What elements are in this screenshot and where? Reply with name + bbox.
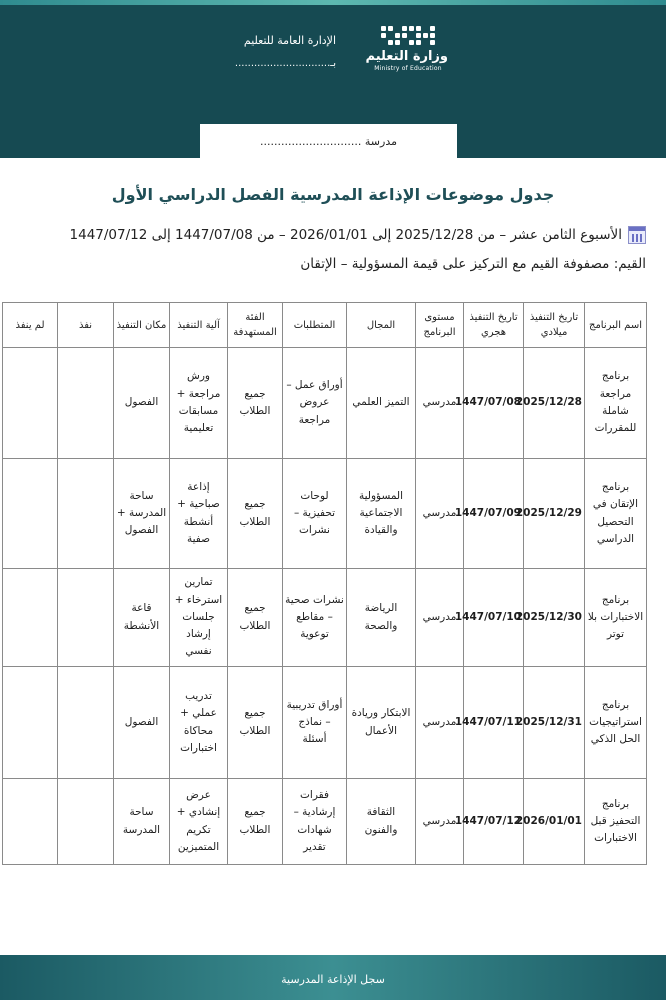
cell-location: قاعة الأنشطة bbox=[114, 569, 170, 667]
cell-done[interactable] bbox=[58, 459, 114, 569]
cell-not-done[interactable] bbox=[3, 348, 58, 459]
cell-program-name: برنامج التحفيز قبل الاختبارات bbox=[585, 779, 647, 865]
table-row bbox=[3, 667, 647, 779]
cell-program-name: برنامج الاختبارات بلا توتر bbox=[585, 569, 647, 667]
cell-date-gregorian: 2025/12/30 bbox=[524, 569, 585, 667]
cell-level: مدرسي bbox=[416, 667, 464, 779]
table-row bbox=[3, 348, 647, 459]
cell-done[interactable] bbox=[58, 569, 114, 667]
cell-target-group: جميع الطلاب bbox=[228, 348, 283, 459]
cell-mechanism: إذاعة صباحية + أنشطة صفية bbox=[170, 459, 228, 569]
cell-date-hijri: 1447/07/12 bbox=[464, 779, 524, 865]
cell-target-group: جميع الطلاب bbox=[228, 459, 283, 569]
table-row bbox=[3, 779, 647, 865]
cell-domain: الثقافة والفنون bbox=[347, 779, 416, 865]
header-not-done: لم ينفذ bbox=[3, 303, 58, 348]
admin-line: بـ.............................. bbox=[234, 58, 336, 69]
cell-mechanism: عرض إنشادي + تكريم المتميزين bbox=[170, 779, 228, 865]
cell-target-group: جميع الطلاب bbox=[228, 779, 283, 865]
header-requirements: المتطلبات bbox=[283, 303, 347, 348]
cell-done[interactable] bbox=[58, 667, 114, 779]
header-location: مكان التنفيذ bbox=[114, 303, 170, 348]
values-info: القيم: مصفوفة القيم مع التركيز على قيمة المسؤولية – الإتقان bbox=[300, 256, 646, 272]
cell-program-name: برنامج استراتيجيات الحل الذكي bbox=[585, 667, 647, 779]
week-info-text: الأسبوع الثامن عشر – من 2025/12/28 إلى 2026/01/01 – من 1447/07/08 إلى 1447/07/12 bbox=[69, 227, 622, 243]
header-target-group: الفئة المستهدفة bbox=[228, 303, 283, 348]
cell-mechanism: تمارين استرخاء + جلسات إرشاد نفسي bbox=[170, 569, 228, 667]
page-footer: سجل الإذاعة المدرسية bbox=[0, 955, 666, 1000]
cell-target-group: جميع الطلاب bbox=[228, 569, 283, 667]
cell-level: مدرسي bbox=[416, 459, 464, 569]
cell-done[interactable] bbox=[58, 779, 114, 865]
cell-domain: المسؤولية الاجتماعية والقيادة bbox=[347, 459, 416, 569]
cell-domain: الرياضة والصحة bbox=[347, 569, 416, 667]
header-done: نفذ bbox=[58, 303, 114, 348]
cell-date-hijri: 1447/07/10 bbox=[464, 569, 524, 667]
school-name-box: مدرسة ............................. bbox=[199, 123, 458, 158]
cell-requirements: أوراق تدريبية – نماذج أسئلة bbox=[283, 667, 347, 779]
cell-level: مدرسي bbox=[416, 569, 464, 667]
week-info-line bbox=[16, 226, 646, 244]
cell-level: مدرسي bbox=[416, 348, 464, 459]
admin-label: الإدارة العامة للتعليم bbox=[243, 34, 336, 47]
cell-domain: الابتكار وريادة الأعمال bbox=[347, 667, 416, 779]
header-program-name: اسم البرنامج bbox=[585, 303, 647, 348]
cell-date-gregorian: 2025/12/28 bbox=[524, 348, 585, 459]
cell-mechanism: تدريب عملي + محاكاة اختبارات bbox=[170, 667, 228, 779]
cell-requirements: فقرات إرشادية – شهادات تقدير bbox=[283, 779, 347, 865]
cell-requirements: نشرات صحية – مقاطع توعوية bbox=[283, 569, 347, 667]
header-date-gregorian: تاريخ التنفيذ ميلادي bbox=[524, 303, 585, 348]
cell-location: ساحة المدرسة bbox=[114, 779, 170, 865]
header-mechanism: آلية التنفيذ bbox=[170, 303, 228, 348]
cell-mechanism: ورش مراجعة + مسابقات تعليمية bbox=[170, 348, 228, 459]
header-domain: المجال bbox=[347, 303, 416, 348]
cell-date-gregorian: 2026/01/01 bbox=[524, 779, 585, 865]
cell-not-done[interactable] bbox=[3, 779, 58, 865]
cell-domain: التميز العلمي bbox=[347, 348, 416, 459]
cell-program-name: برنامج مراجعة شاملة للمقررات bbox=[585, 348, 647, 459]
ministry-name-en: Ministry of Education bbox=[374, 65, 442, 72]
cell-date-hijri: 1447/07/09 bbox=[464, 459, 524, 569]
cell-requirements: أوراق عمل – عروض مراجعة bbox=[283, 348, 347, 459]
cell-level: مدرسي bbox=[416, 779, 464, 865]
cell-location: الفصول bbox=[114, 667, 170, 779]
calendar-icon bbox=[628, 226, 646, 244]
cell-date-gregorian: 2025/12/31 bbox=[524, 667, 585, 779]
schedule-table bbox=[2, 302, 647, 865]
table-row bbox=[3, 569, 647, 667]
cell-location: الفصول bbox=[114, 348, 170, 459]
cell-date-hijri: 1447/07/11 bbox=[464, 667, 524, 779]
table-header-row bbox=[3, 303, 647, 348]
logo-dots-icon bbox=[381, 26, 435, 45]
cell-program-name: برنامج الإتقان في التحصيل الدراسي bbox=[585, 459, 647, 569]
ministry-logo bbox=[365, 26, 448, 82]
cell-location: ساحة المدرسة + الفصول bbox=[114, 459, 170, 569]
cell-date-hijri: 1447/07/08 bbox=[464, 348, 524, 459]
table-row bbox=[3, 459, 647, 569]
cell-date-gregorian: 2025/12/29 bbox=[524, 459, 585, 569]
cell-requirements: لوحات تحفيزية – نشرات bbox=[283, 459, 347, 569]
header-accent-line bbox=[0, 0, 666, 5]
header-date-hijri: تاريخ التنفيذ هجري bbox=[464, 303, 524, 348]
header-program-level: مستوى البرنامج bbox=[416, 303, 464, 348]
cell-not-done[interactable] bbox=[3, 667, 58, 779]
page-title: جدول موضوعات الإذاعة المدرسية الفصل الدراسي الأول bbox=[111, 185, 555, 204]
cell-not-done[interactable] bbox=[3, 459, 58, 569]
ministry-name-ar: وزارة التعليم bbox=[365, 49, 448, 64]
cell-not-done[interactable] bbox=[3, 569, 58, 667]
cell-target-group: جميع الطلاب bbox=[228, 667, 283, 779]
cell-done[interactable] bbox=[58, 348, 114, 459]
